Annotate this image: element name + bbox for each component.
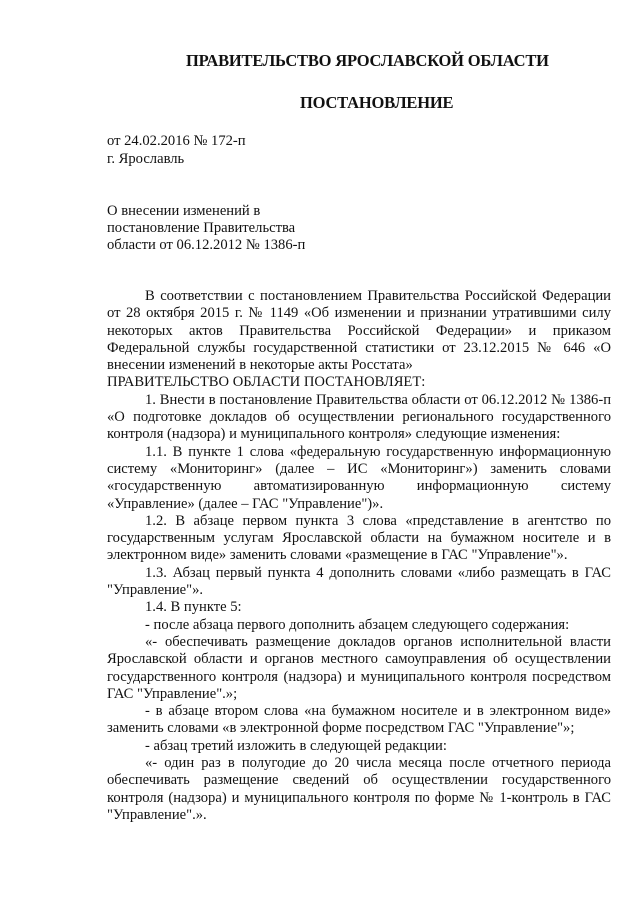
subject-line-3: области от 06.12.2012 № 1386-п (107, 237, 306, 253)
clause-1: 1. Внести в постановление Правительства области от 06.12.2012 № 1386-п «О подготовке докладов об осуществлении регионального государственного контроля (надзора) и муниципального контроля» следующие изменения: (107, 391, 611, 443)
clause-1-4-quote-1: «- обеспечивать размещение докладов органов исполнительной власти Ярославской области и органов местного самоуправления об осуществлении государственного контроля (надзора) и муниципального контроля посредством ГАС "Управление".»; (107, 633, 611, 702)
clause-1-2: 1.2. В абзаце первом пункта 3 слова «представление в агентство по государственным услугам Ярославской области на бумажном носителе и в электронном виде» заменить словами «размещение в ГАС "Управление"». (107, 512, 611, 564)
resolution-heading: ПРАВИТЕЛЬСТВО ОБЛАСТИ ПОСТАНОВЛЯЕТ: (107, 374, 426, 391)
clause-1-4-item-1: - после абзаца первого дополнить абзацем следующего содержания: (145, 616, 570, 633)
document-type-heading: ПОСТАНОВЛЕНИЕ (300, 93, 454, 112)
city: г. Ярославль (107, 151, 185, 167)
clause-1-4-quote-2: «- один раз в полугодие до 20 числа месяца после отчетного периода обеспечивать размещение сведений об осуществлении государственного контроля (надзора) и муниципального контроля по форме № 1-контроль в ГАС "Управление".». (107, 755, 611, 823)
document-body (107, 288, 611, 824)
date-number: от 24.02.2016 № 172-п (107, 133, 246, 149)
clause-1-4: 1.4. В пункте 5: (145, 599, 242, 616)
preamble-paragraph: В соответствии с постановлением Правительства Российской Федерации от 28 октября 2015 г. № 1149 «Об изменении и признании утратившими силу некоторых актов Правительства Российской Федерации» и приказом Федеральной службы государственной статистики от 23.12.2015 № 646 «О внесении изменений в некоторые акты Росстата» (107, 288, 611, 374)
clause-1-4-item-3: - абзац третий изложить в следующей редакции: (145, 737, 447, 754)
government-heading: ПРАВИТЕЛЬСТВО ЯРОСЛАВСКОЙ ОБЛАСТИ (186, 51, 549, 70)
clause-1-4-item-2: - в абзаце втором слова «на бумажном носителе и в электронном виде» заменить словами «в электронной форме посредством ГАС "Управление"»; (107, 703, 611, 737)
subject-line-2: постановление Правительства (107, 220, 296, 236)
subject-line-1: О внесении изменений в (107, 203, 261, 219)
clause-1-1: 1.1. В пункте 1 слова «федеральную государственную информационную систему «Мониторинг» (далее – ИС «Мониторинг») заменить словами «государственную автоматизированную информационную систему «Управление» (далее – ГАС "Управление")». (107, 443, 611, 512)
clause-1-3: 1.3. Абзац первый пункта 4 дополнить словами «либо размещать в ГАС "Управление"». (107, 564, 611, 599)
